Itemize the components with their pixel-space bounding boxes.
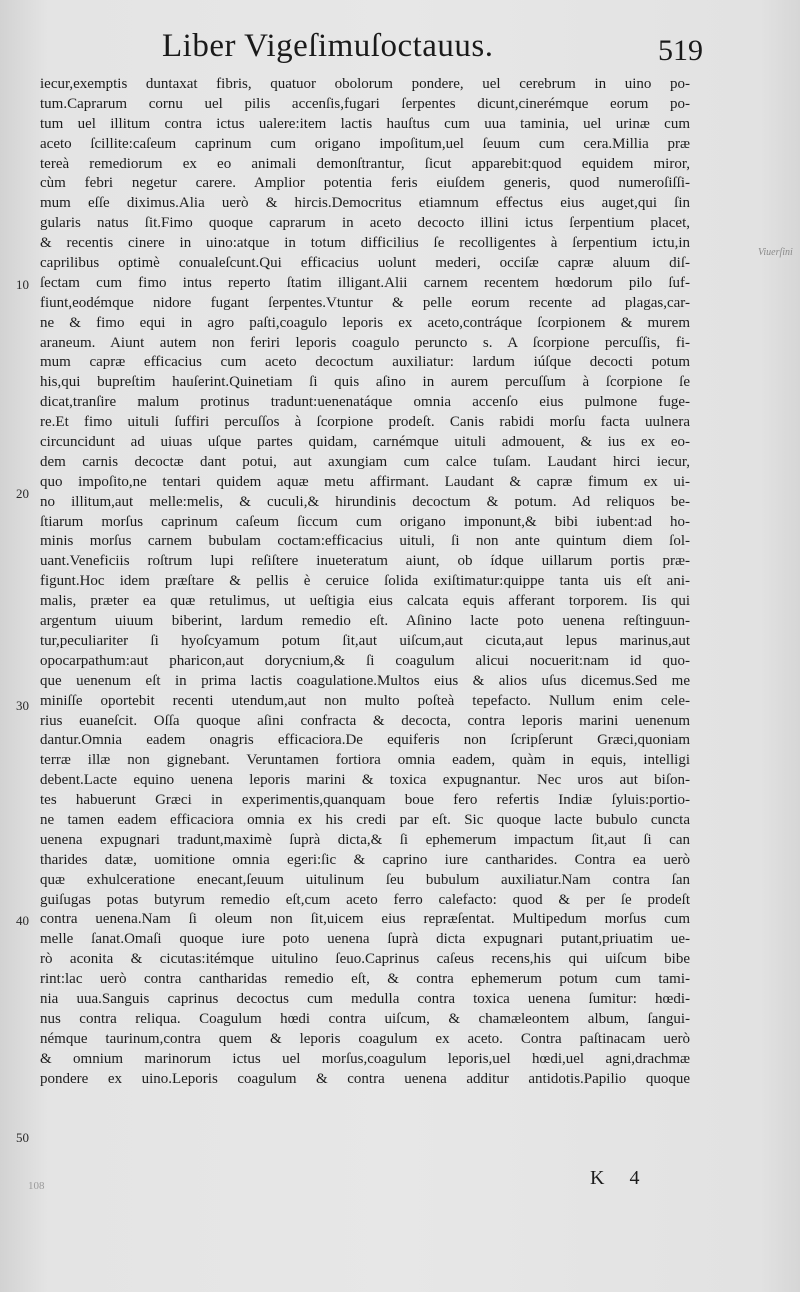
text-line: guiſugas potas butyrum remedio eſt,cum aceto ferro calefacto: quod & per ſe prodeſt: [40, 891, 690, 908]
page-number: 519: [658, 34, 703, 67]
text-line: [40, 1089, 690, 1109]
text-line: nus contra reliqua. Coagulum hœdi contra uiſcum, & chamæleontem album, ſangui-: [40, 1010, 690, 1027]
text-line: melle ſanat.Omaſi quoque iure poto uenena ſuprà dicta expugnari putant,priuatim ue-: [40, 931, 690, 948]
text-line: pondere ex uino.Leporis coagulum & contra uenena additur antidotis.Papilio quoque: [40, 1070, 690, 1087]
page-title: Liber Vigeſimuſoctauus.: [162, 28, 494, 64]
text-line: araneum. Aiunt autem non feriri leporis coagulo peruncto s. A ſcorpione percuſſis, fi-: [40, 334, 690, 351]
line-number-50: 50: [16, 1130, 29, 1145]
line-number-30: 30: [16, 698, 29, 713]
line-number-40: 40: [16, 913, 29, 928]
text-line: malis, præter ea quæ retulimus, ut ueſtigia eius calcata equis afferant torporem. Iis qui: [40, 593, 690, 610]
text-line: caprilibus optimè conualeſcunt.Qui efficacius uolunt mederi, occiſæ capræ aluum diſ-: [40, 255, 690, 272]
text-line: argentum uiuum biberint, lardum remedio eſt. Aſinino lacte poto uenena reſtinguun-: [40, 613, 690, 630]
text-line: rò aconita & cicutas:itémque uitulino ſeuo.Caprinus caſeus recens,his qui uiſcum bibe: [40, 951, 690, 968]
line-number-20: 20: [16, 486, 29, 501]
line-number-10: 10: [16, 277, 29, 292]
text-line: re.Et fimo uituli ſuffiri percuſſos à ſcorpione prodeſt. Canis rabidi morſu facta uulnera: [40, 414, 690, 431]
text-line: his,qui bupreſtim hauſerint.Quinetiam ſi quis aſino in aurem percuſſum à ſcorpione ſe: [40, 374, 690, 391]
bleed-through-mark: 108: [28, 1180, 45, 1192]
text-line: tum.Caprarum cornu uel pilis accenſis,fugari ſerpentes dicunt,cinerémque eorum po-: [40, 95, 690, 112]
signature-mark: K 4: [590, 1167, 650, 1189]
text-line: ſectam cum fimo intus reperto ſtatim illigant.Alii carnem recentem hœdorum pilo ſuf-: [40, 274, 690, 291]
text-line: tes habuerunt Græci in experimentis,quanquam boue fero refertis Indiæ ſyluis:portio-: [40, 792, 690, 809]
text-line: ne tamen eadem efficaciora omnia ex his credi par eſt. Sic quoque lacte bubulo cuncta: [40, 811, 690, 828]
text-line: quæ exhulceratione enecant,ſeuum uitulinum ſeu bubulum auxiliatur.Nam contra ſan: [40, 871, 690, 888]
text-line: ſtiarum morſus caprinum caſeum ſiccum cum origano imponunt,& bibi iubent:ad ho-: [40, 513, 690, 530]
text-line: tur,peculiariter ſi hyoſcyamum potum ſit,aut uiſcum,aut cicuta,aut lepus marinus,aut: [40, 632, 690, 649]
text-line: terræ illæ non gignebant. Veruntamen fortiora omnia eadem, quàm in equis, intelligi: [40, 752, 690, 769]
text-line: aceto ſcillite:caſeum caprinum cum origano impoſitum,uel ſeuum cum cera.Millia præ: [40, 135, 690, 152]
text-line: que uenenum eſt in prima lactis coagulatione.Multos eius & alios uſus dicemus.Sed me: [40, 672, 690, 689]
text-line: opocarpathum:aut pharicon,aut dorycnium,& ſi coagulum alicui nocuerit:nam id quo-: [40, 652, 690, 669]
text-line: uant.Veneficiis roſtrum lupi reſiſtere inueteratum aiunt, ob ídque uillarum portis præ-: [40, 553, 690, 570]
text-line: gularis natus ſit.Fimo quoque caprarum in aceto decocto illini ictus ſerpentium placet,: [40, 215, 690, 232]
running-head: [0, 28, 800, 74]
text-line: nia uua.Sanguis caprinus decoctus cum medulla contra toxica uenena ſumitur: hœdi-: [40, 990, 690, 1007]
text-line: mum eſſe diximus.Alia uerò & hircis.Democritus etiamnum effectus eius auget,qui ſin: [40, 195, 690, 212]
text-line: contra uenena.Nam ſi oleum non ſit,uicem eius repræſentat. Multipedum morſus cum: [40, 911, 690, 928]
text-line: [40, 1109, 690, 1129]
text-line: & recentis cinere in uino:atque in totum difficilius ſe recolligentes à ſerpentium ictu,in: [40, 235, 690, 252]
text-line: & omnium marinorum ictus uel morſus,coagulum leporis,uel hœdi,uel agni,drachmæ: [40, 1050, 690, 1067]
text-line: quo impoſito,ne tentari quidem aquæ metu affirmant. Laudant & capræ fimum ex ui-: [40, 473, 690, 490]
text-line: dicat,tranſire malum protinus tradunt:uenenatáque omnia accenſo eius pulmone fuge-: [40, 394, 690, 411]
text-line: figunt.Hoc idem præſtare & pellis è ceruice ſolida exiſtimatur:quippe tanta uis eſt ani-: [40, 573, 690, 590]
text-line: rius euaneſcit. Oſſa quoque aſini confracta & decocta, contra leporis marini uenenum: [40, 712, 690, 729]
body-text: [40, 75, 690, 1149]
text-line: [40, 1129, 690, 1149]
text-line: tereà remediorum ex eo animali demonſtrantur, ſicut apparebit:quod equidem miror,: [40, 155, 690, 172]
text-line: minis morſus carnem bubulam coctam:efficacius uituli, ſi non ante quintum diem ſol-: [40, 533, 690, 550]
text-line: tum uel illitum contra ictus ualere:item lactis hauſtus cum uua taminia, uel urinæ cum: [40, 115, 690, 132]
text-line: circuncidunt ad uiuas uſque partes quidam, carnémque uituli admouent, & ius ex eo-: [40, 434, 690, 451]
text-line: dem carnis decoctæ dant potui, aut axungiam cum calce tuſam. Laudant hirci iecur,: [40, 453, 690, 470]
text-line: dantur.Omnia eadem onagris efficaciora.De equiferis non ſcripſerunt Græci,quoniam: [40, 732, 690, 749]
text-line: rint:lac uerò contra cantharidas remedio eſt, & contra ephemerum potum cum tami-: [40, 971, 690, 988]
text-line: ne & fimo equi in agro paſti,coagulo leporis ex aceto,contráque ſcorpionem & murem: [40, 314, 690, 331]
text-line: fiunt,eodémque nidore fugant ſerpentes.Vtuntur & pelle eorum recente ad plagas,car-: [40, 294, 690, 311]
text-line: mum capræ efficacius cum aceto decoctum auxiliatur: lardum iúſque decocti potum: [40, 354, 690, 371]
text-line: iecur,exemptis duntaxat fibris, quatuor obolorum pondere, uel cerebrum in uino po-: [40, 76, 690, 92]
margin-note: Viuerſini: [758, 247, 793, 258]
text-line: no illitum,aut melle:melis, & cuculi,& hirundinis decoctum & potum. Ad reliquos be-: [40, 493, 690, 510]
text-line: cùm febri negetur carere. Amplior potentia feris eiuſdem generis, quod numeroſiſſi-: [40, 175, 690, 192]
text-line: debent.Lacte equino uenena leporis marini & toxica expugnantur. Nec uros aut biſon-: [40, 772, 690, 789]
text-line: némque taurinum,contra quem & leporis coagulum ex aceto. Contra paſtinacam uerò: [40, 1030, 690, 1047]
text-line: tharides datæ, uomitione omnia egeri:ſic & caprino iure cantharides. Contra ea uerò: [40, 851, 690, 868]
text-line: miniſſe oportebit recenti utendum,aut non multo poſteà tepefacto. Nullum enim cele-: [40, 692, 690, 709]
text-line: uenena expugnari tradunt,maximè ſuprà dicta,& ſi ephemerum impactum ſit,aut ſi can: [40, 831, 690, 848]
